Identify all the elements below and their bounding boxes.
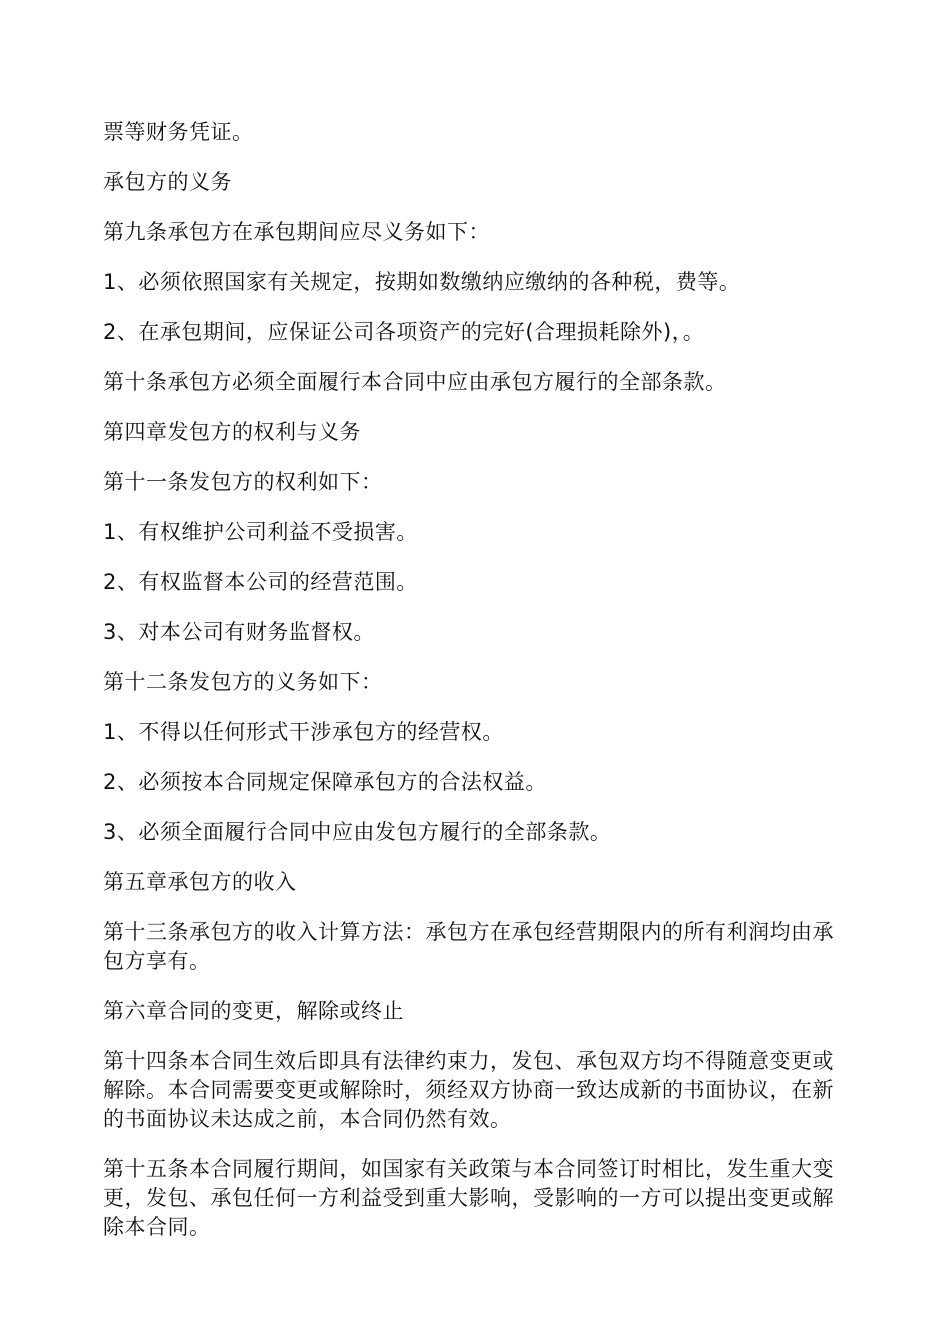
chapter-5-heading: 第五章承包方的收入	[103, 870, 297, 894]
text-line-continuation: 票等财务凭证。	[103, 120, 254, 144]
article-13: 第十三条承包方的收入计算方法：承包方在承包经营期限内的所有利润均由承包方享有。	[103, 920, 834, 973]
document-body	[103, 118, 853, 1263]
article-10: 第十条承包方必须全面履行本合同中应由承包方履行的全部条款。	[103, 370, 727, 394]
article-11: 第十一条发包方的权利如下：	[103, 470, 383, 494]
article-11-item-1: 1、有权维护公司利益不受损害。	[103, 520, 418, 544]
article-9-item-1: 1、必须依照国家有关规定，按期如数缴纳应缴纳的各种税，费等。	[103, 270, 741, 294]
article-12-item-3: 3、必须全面履行合同中应由发包方履行的全部条款。	[103, 820, 612, 844]
article-12-item-1: 1、不得以任何形式干涉承包方的经营权。	[103, 720, 504, 744]
chapter-6-heading: 第六章合同的变更，解除或终止	[103, 999, 404, 1023]
article-15: 第十五条本合同履行期间，如国家有关政策与本合同签订时相比，发生重大变更，发包、承包任何一方利益受到重大影响，受影响的一方可以提出变更或解除本合同。	[103, 1157, 834, 1239]
article-9: 第九条承包方在承包期间应尽义务如下：	[103, 220, 490, 244]
article-12: 第十二条发包方的义务如下：	[103, 670, 383, 694]
article-12-item-2: 2、必须按本合同规定保障承包方的合法权益。	[103, 770, 547, 794]
article-14: 第十四条本合同生效后即具有法律约束力，发包、承包双方均不得随意变更或解除。本合同需要变更或解除时，须经双方协商一致达成新的书面协议，在新的书面协议未达成之前，本合同仍然有效。	[103, 1049, 834, 1131]
article-11-item-2: 2、有权监督本公司的经营范围。	[103, 570, 418, 594]
section-heading-contractor-obligations: 承包方的义务	[103, 170, 232, 194]
chapter-4-heading: 第四章发包方的权利与义务	[103, 420, 361, 444]
article-9-item-2: 2、在承包期间，应保证公司各项资产的完好(合理损耗除外)，。	[103, 320, 705, 344]
article-11-item-3: 3、对本公司有财务监督权。	[103, 620, 375, 644]
